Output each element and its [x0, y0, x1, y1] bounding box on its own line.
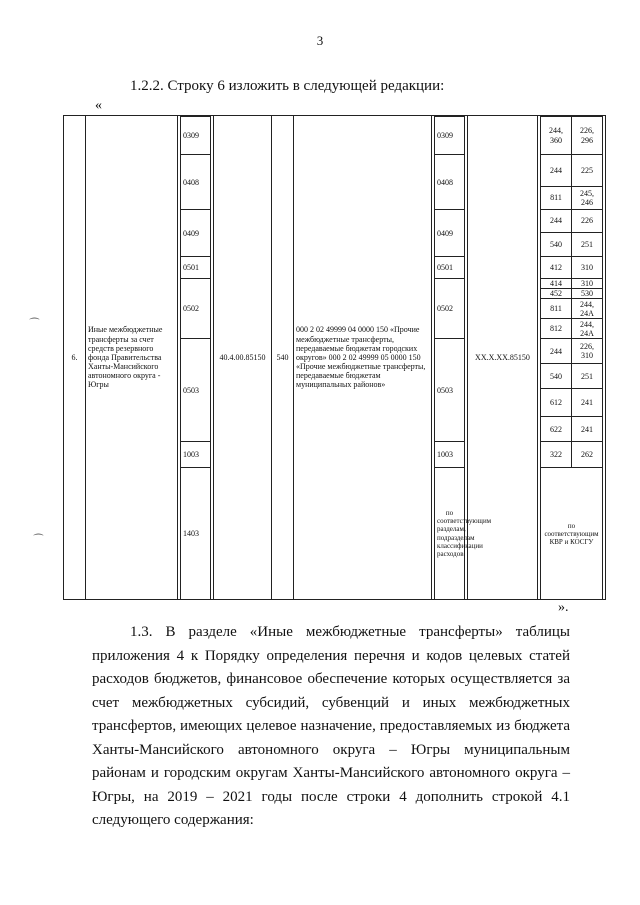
- kosgu-cell: 251: [572, 233, 603, 257]
- kvr-cell: 540: [541, 364, 572, 389]
- kvr-cell: 414: [541, 279, 572, 289]
- kosgu-cell: 241: [572, 417, 603, 442]
- kvr-kosgu: [538, 116, 606, 600]
- kosgu-cell: 530: [572, 289, 603, 299]
- kvr-cell: 244, 360: [541, 117, 572, 155]
- section-code: 0408: [181, 155, 211, 210]
- kosgu-cell: 226: [572, 210, 603, 233]
- row-number: 6.: [64, 116, 86, 600]
- section-code: 0408: [435, 155, 465, 210]
- page-number: 3: [316, 33, 324, 48]
- kvr-cell: 244: [541, 210, 572, 233]
- kosgu-cell: 241: [572, 389, 603, 417]
- kvr-code: 540: [272, 116, 294, 600]
- section-code: 0501: [181, 257, 211, 279]
- section-code: 0503: [181, 339, 211, 442]
- close-quote: ».: [558, 600, 569, 615]
- margin-mark-icon: ⁀: [30, 319, 39, 331]
- paragraph-text: 1.3. В разделе «Иные межбюджетные трансферты» таблицы приложения 4 к Порядку определения перечня и кодов целевых статей расходов бюджетов, финансовое обеспечение которых осуществляется за счет межбюджетных субсидий, субвенций и иных межбюджетных трансфертов, имеющих целевое назначение, предоставляемых из бюджета Ханты-Мансийского автономного округа – Югры муниципальным районам и городским округам Ханты-Мансийского автономного округа – Югры, на 2019 – 2021 годы после строки 4 дополнить строкой 4.1 следующего содержания:: [92, 624, 570, 828]
- kosgu-cell: 310: [572, 279, 603, 289]
- section-code: 0503: [435, 339, 465, 442]
- section-code: 1003: [435, 442, 465, 468]
- kvr-cell: 412: [541, 257, 572, 279]
- open-quote: «: [95, 98, 102, 113]
- kvr-cell: 811: [541, 187, 572, 210]
- right-sections: [432, 116, 492, 600]
- section-code: 0501: [435, 257, 465, 279]
- description: 000 2 02 49999 04 0000 150 «Прочие межбюджетные трансферты, передаваемые бюджетам городских округов» 000 2 02 49999 05 0000 150 «Прочие межбюджетные трансферты, передаваемые бюджетам муниципальных районов»: [294, 116, 432, 600]
- margin-mark-icon: ⁀: [34, 535, 43, 547]
- kosgu-cell: 310: [572, 257, 603, 279]
- section-code: 0502: [435, 279, 465, 339]
- kvr-cell: 622: [541, 417, 572, 442]
- section-heading: 1.2.2. Строку 6 изложить в следующей редакции:: [130, 78, 445, 94]
- kvr-cell: 812: [541, 319, 572, 339]
- budget-table: [63, 115, 606, 600]
- section-code: 0409: [435, 210, 465, 257]
- kvr-cell: 540: [541, 233, 572, 257]
- section-code: 1403: [181, 468, 211, 599]
- kvr-cell: 811: [541, 299, 572, 319]
- kvr-cell: 244: [541, 339, 572, 364]
- target-code: 40.4.00.85150: [214, 116, 272, 600]
- kosgu-cell: 251: [572, 364, 603, 389]
- kvr-cell: 452: [541, 289, 572, 299]
- section-code: 1003: [181, 442, 211, 468]
- kosgu-cell: 245, 246: [572, 187, 603, 210]
- body-paragraph: [92, 621, 570, 833]
- kvr-cell: 244: [541, 155, 572, 187]
- kosgu-cell: 226, 296: [572, 117, 603, 155]
- kosgu-cell: 225: [572, 155, 603, 187]
- kvr-cell: 322: [541, 442, 572, 468]
- kosgu-cell: 244, 24А: [572, 299, 603, 319]
- section-code: 0309: [435, 117, 465, 155]
- kosgu-cell: 244, 24А: [572, 319, 603, 339]
- section-code: 0502: [181, 279, 211, 339]
- section-code: 0309: [181, 117, 211, 155]
- kvr-kosgu-note: по соответствующим КВР и КОСГУ: [541, 468, 603, 599]
- kosgu-cell: 226, 310: [572, 339, 603, 364]
- left-sections: [178, 116, 214, 600]
- section-code: по соответствующим разделам, подразделам классификации расходов: [435, 468, 465, 599]
- kvr-cell: 612: [541, 389, 572, 417]
- kosgu-cell: 262: [572, 442, 603, 468]
- recipient-target-code: ХХ.Х.ХХ.85150: [468, 116, 538, 600]
- section-code: 0409: [181, 210, 211, 257]
- row-name: Иные межбюджетные трансферты за счет средств резервного фонда Правительства Ханты-Мансийского автономного округа - Югры: [86, 116, 178, 600]
